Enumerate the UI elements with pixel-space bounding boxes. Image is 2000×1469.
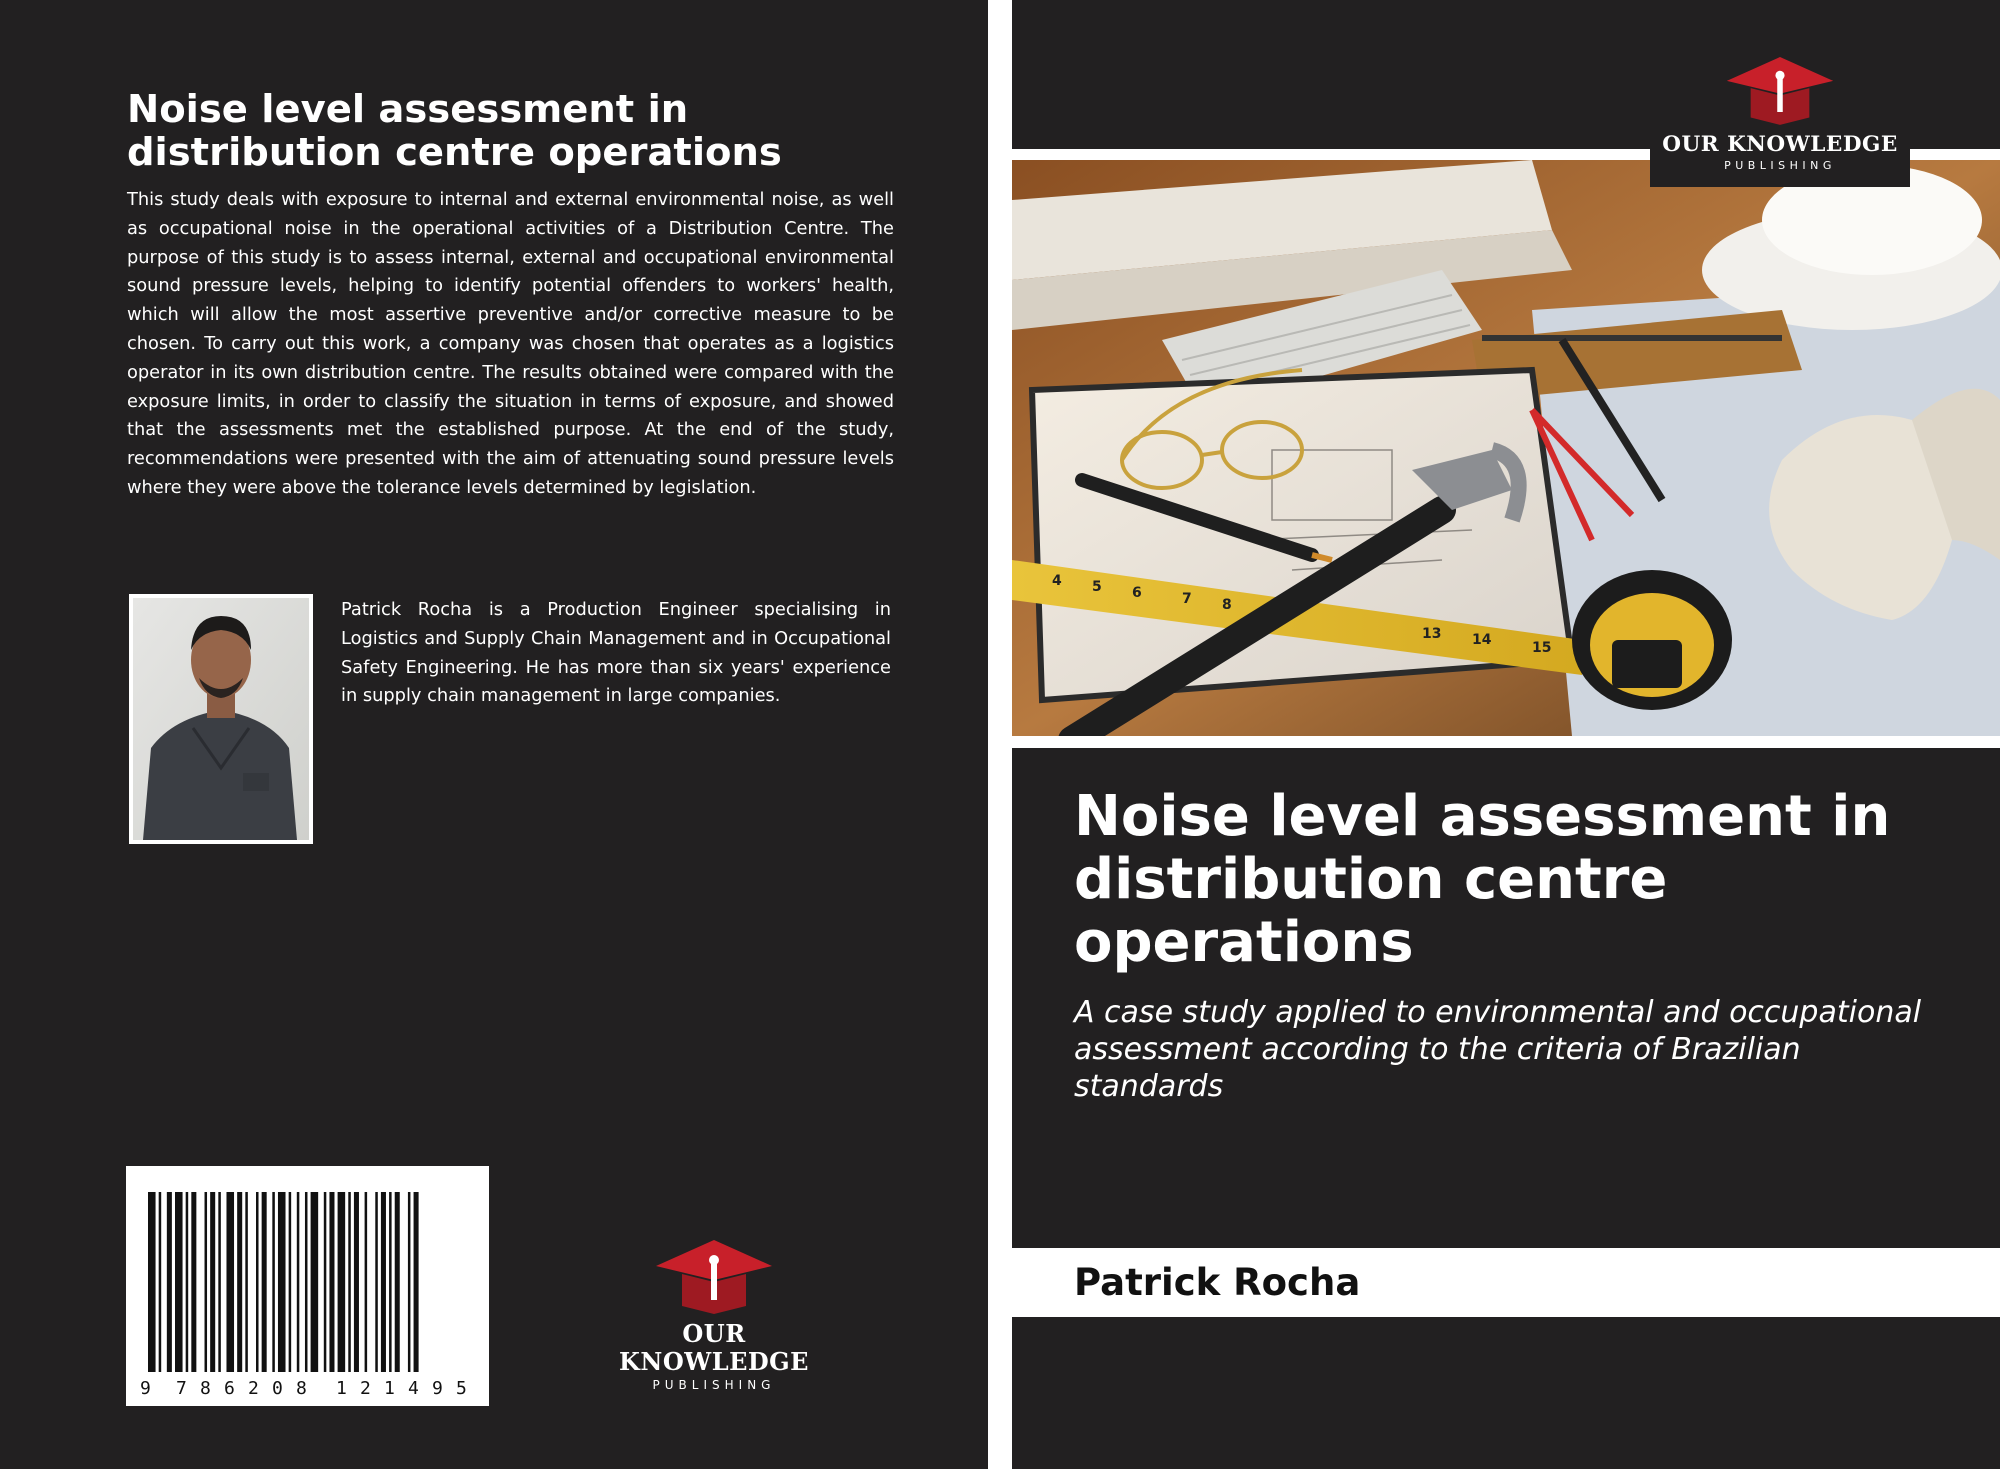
barcode-bar bbox=[408, 1192, 411, 1372]
barcode-bar bbox=[205, 1192, 208, 1372]
barcode-bar bbox=[311, 1192, 319, 1372]
barcode-digit: 7 bbox=[176, 1378, 187, 1399]
back-cover-blurb: This study deals with exposure to internal and external environmental noise, as well as occupational noise in the operational activities of a Distribution Centre. The purpose of this study is to assess internal, external and occupational environmental sound pressure levels, helping to identify potential offenders to workers' health, which will allow the most assertive preventive and/or corrective measure to be chosen. To carry out this work, a company was chosen that operates as a logistics operator in its own distribution centre. The results obtained were compared with the exposure limits, in order to classify the situation in terms of exposure, and showed that the assessments met the established purpose. At the end of the study, recommendations were presented with the aim of attenuating sound pressure levels where they were above the tolerance levels determined by legislation. bbox=[127, 189, 894, 498]
barcode-bar bbox=[354, 1192, 359, 1372]
svg-text:4: 4 bbox=[1052, 573, 1062, 589]
barcode-bar bbox=[324, 1192, 327, 1372]
barcode-digit: 2 bbox=[360, 1378, 371, 1399]
svg-text:7: 7 bbox=[1182, 591, 1192, 607]
barcode-bar bbox=[348, 1192, 351, 1372]
barcode-bar bbox=[167, 1192, 172, 1372]
back-cover-title: Noise level assessment in distribution centre operations bbox=[127, 87, 782, 175]
cover-photo bbox=[1012, 160, 2000, 736]
front-cover-subtitle: A case study applied to environmental and occupational assessment according to the criteria of Brazilian standards bbox=[1074, 995, 1922, 1104]
svg-text:14: 14 bbox=[1472, 632, 1492, 648]
barcode-bar bbox=[305, 1192, 308, 1372]
publisher-logo-back bbox=[586, 1236, 842, 1392]
barcode-digit: 2 bbox=[248, 1378, 259, 1399]
barcode-bar bbox=[186, 1192, 189, 1372]
publisher-subtitle: PUBLISHING bbox=[1724, 159, 1836, 172]
svg-text:15: 15 bbox=[1532, 640, 1552, 656]
barcode-bar bbox=[365, 1192, 368, 1372]
engineering-desk-photo bbox=[1012, 160, 2000, 736]
publisher-subtitle: PUBLISHING bbox=[652, 1378, 776, 1392]
barcode-digit: 1 bbox=[384, 1378, 395, 1399]
barcode-bar bbox=[262, 1192, 267, 1372]
barcode-bar bbox=[159, 1192, 162, 1372]
svg-text:13: 13 bbox=[1422, 626, 1442, 642]
svg-text:8: 8 bbox=[1222, 597, 1232, 613]
barcode-bar bbox=[175, 1192, 183, 1372]
front-bottom-band bbox=[1012, 1317, 2000, 1469]
barcode-bar bbox=[218, 1192, 221, 1372]
barcode-bar bbox=[289, 1192, 292, 1372]
isbn-barcode bbox=[126, 1166, 489, 1406]
publisher-name: OUR KNOWLEDGE bbox=[619, 1319, 809, 1376]
barcode-bar bbox=[329, 1192, 334, 1372]
barcode-bar bbox=[256, 1192, 259, 1372]
barcode-digit: 0 bbox=[272, 1378, 283, 1399]
barcode-digit: 6 bbox=[224, 1378, 235, 1399]
barcode-bar bbox=[389, 1192, 392, 1372]
barcode-digit: 4 bbox=[408, 1378, 419, 1399]
barcode-digit: 9 bbox=[140, 1378, 151, 1399]
author-portrait-image bbox=[133, 598, 309, 840]
front-cover-author: Patrick Rocha bbox=[1074, 1261, 1361, 1304]
barcode-digit: 5 bbox=[456, 1378, 467, 1399]
barcode-bar bbox=[148, 1192, 156, 1372]
barcode-digit: 9 bbox=[432, 1378, 443, 1399]
barcode-bar bbox=[338, 1192, 346, 1372]
barcode-bar bbox=[191, 1192, 196, 1372]
barcode-bar bbox=[210, 1192, 215, 1372]
barcode-digit: 8 bbox=[296, 1378, 307, 1399]
barcode-digit: 1 bbox=[336, 1378, 347, 1399]
barcode-bar bbox=[375, 1192, 378, 1372]
barcode-bar bbox=[245, 1192, 248, 1372]
barcode-bar bbox=[272, 1192, 275, 1372]
barcode-bar bbox=[395, 1192, 400, 1372]
barcode-bar bbox=[414, 1192, 419, 1372]
barcode-bar bbox=[226, 1192, 234, 1372]
barcode-bar bbox=[297, 1192, 300, 1372]
svg-text:6: 6 bbox=[1132, 585, 1142, 601]
barcode-bar bbox=[278, 1192, 286, 1372]
publisher-logo-front-box bbox=[1650, 52, 1910, 187]
barcode-bar bbox=[237, 1192, 242, 1372]
barcode-digit: 8 bbox=[200, 1378, 211, 1399]
front-cover-title: Noise level assessment in distribution centre operations bbox=[1074, 784, 1891, 975]
author-photo bbox=[129, 594, 313, 844]
barcode-image bbox=[126, 1166, 489, 1406]
svg-text:5: 5 bbox=[1092, 579, 1102, 595]
author-bio: Patrick Rocha is a Production Engineer specialising in Logistics and Supply Chain Management and in Occupational Safety Engineering. He has more than six years' experience in supply chain management in large companies. bbox=[341, 599, 891, 707]
publisher-name: OUR KNOWLEDGE bbox=[1662, 132, 1898, 157]
publisher-logo-front bbox=[1650, 52, 1910, 172]
graduation-cap-icon bbox=[654, 1236, 774, 1316]
barcode-bar bbox=[381, 1192, 386, 1372]
graduation-cap-icon bbox=[1725, 52, 1835, 128]
